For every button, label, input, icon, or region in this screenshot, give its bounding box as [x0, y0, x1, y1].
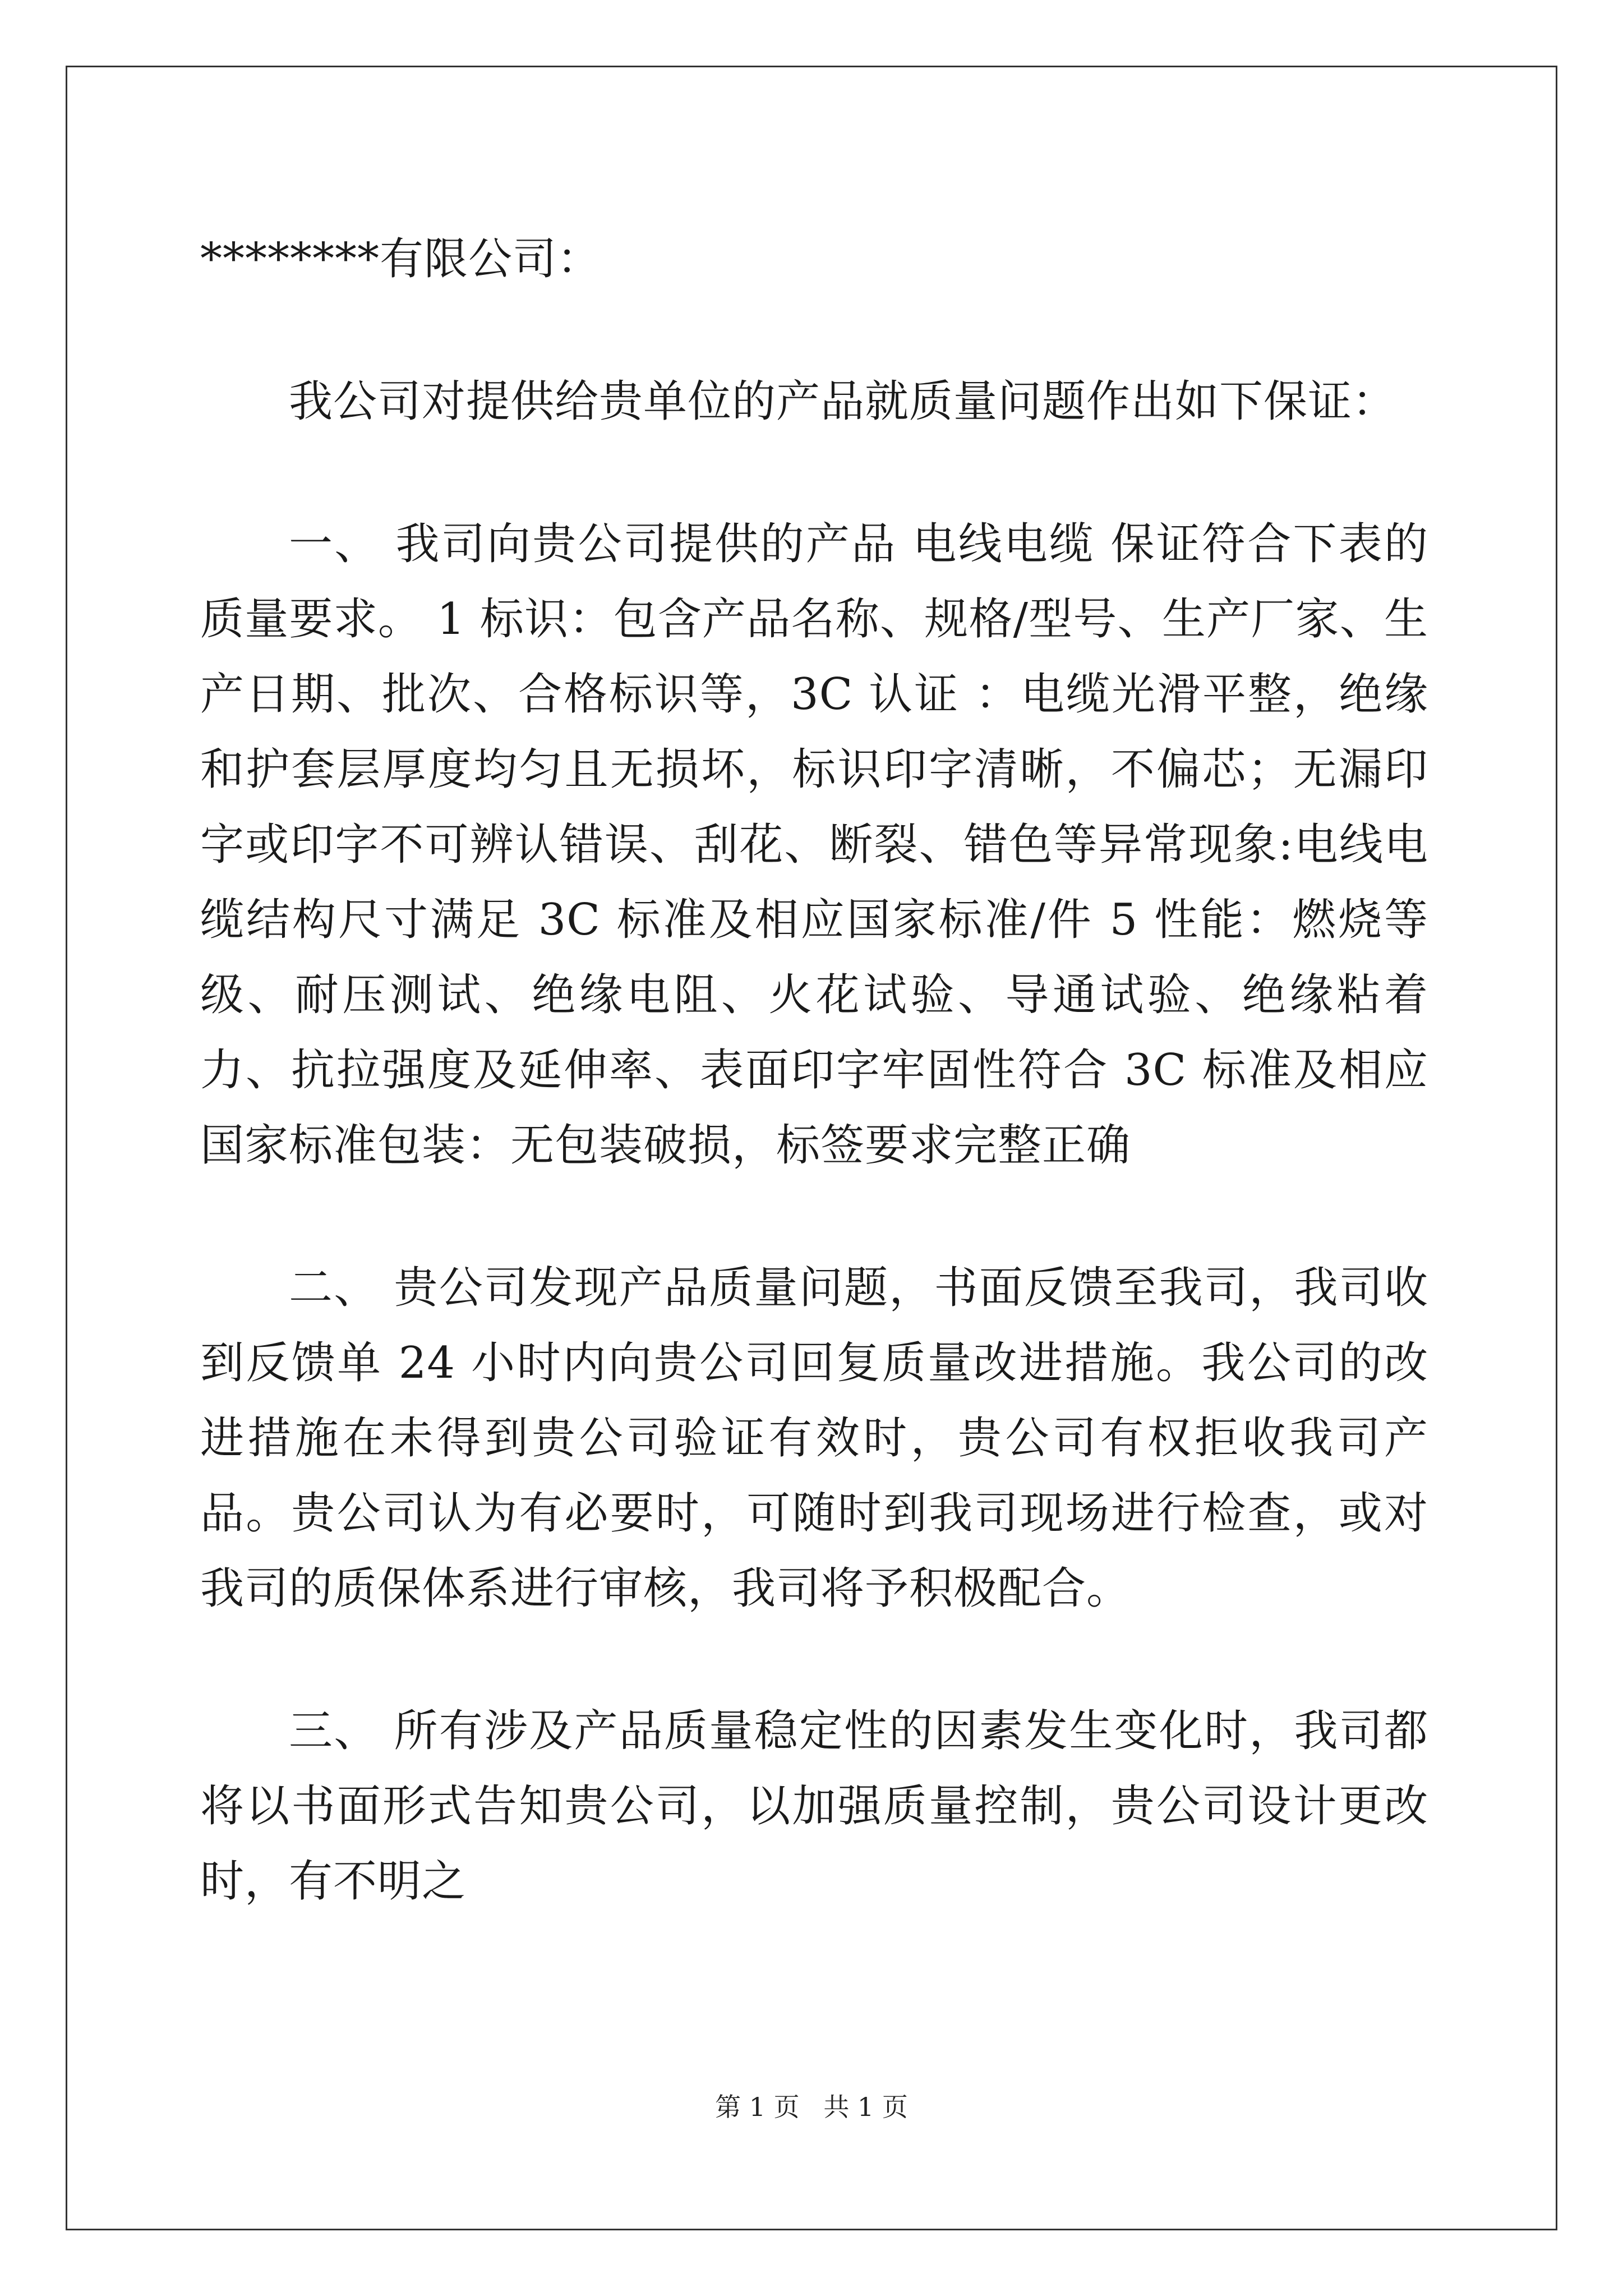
page-number: 第 1 页	[715, 2092, 800, 2122]
paragraph-section-3: 三、 所有涉及产品质量稳定性的因素发生变化时，我司都将以书面形式告知贵公司，以加强质量控制，贵公司设计更改时，有不明之	[200, 1706, 1428, 1907]
letter-body	[200, 222, 1428, 1986]
paragraph-intro: 我公司对提供给贵单位的产品就质量问题作出如下保证：	[289, 376, 1397, 427]
paragraph-section-1: 一、 我司向贵公司提供的产品 电线电缆 保证符合下表的质量要求。 1 标识：包含产品名称、规格/型号、生产厂家、生产日期、批次、合格标识等，3C 认证 ：电缆光滑平整，绝缘和护套层厚度均匀且无损坏，标识印字清晰，不偏芯；无漏印字或印字不可辨认错误、刮花、断裂、错色等异常现象:电线电缆结构尺寸满足 3C 标准及相应国家标准/件 5 性能：燃烧等级、耐压测试、绝缘电阻、火花试验、导通试验、绝缘粘着力、抗拉强度及延伸率、表面印字牢固性符合 3C 标准及相应国家标准包装：无包装破损，标签要求完整正确	[200, 519, 1428, 1171]
page-footer	[0, 2087, 1623, 2124]
paragraph-section-2: 二、 贵公司发现产品质量问题，书面反馈至我司，我司收到反馈单 24 小时内向贵公司回复质量改进措施。我公司的改进措施在未得到贵公司验证有效时，贵公司有权拒收我司产品。贵公司认为有必要时，可随时到我司现场进行检查，或对我司的质保体系进行审核，我司将予积极配合。	[200, 1263, 1428, 1614]
salutation: ********有限公司：	[200, 234, 602, 284]
page-total: 共 1 页	[823, 2092, 908, 2122]
